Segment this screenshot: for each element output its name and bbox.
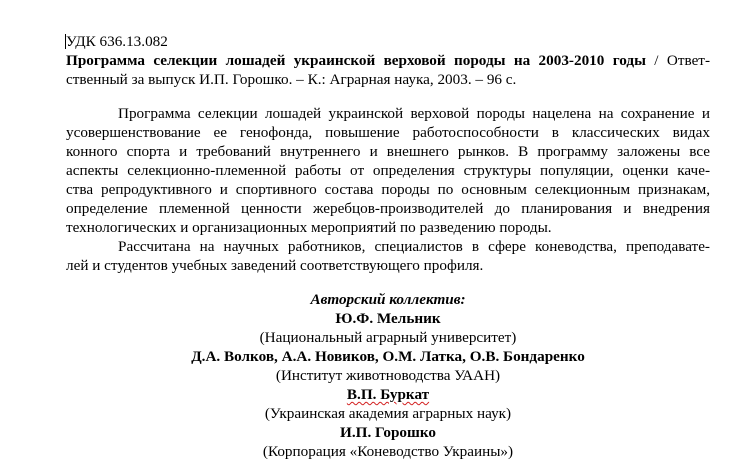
annotation-line: технологических и организационных мероприятий по разведению породы. (66, 219, 552, 236)
author-names: Ю.Ф. Мельник (335, 310, 441, 327)
annotation-line: Программа селекции лошадей украинской верховой породы нацелена на сохранение и (118, 105, 710, 122)
udk-code: УДК 636.13.082 (66, 33, 168, 50)
author-organization: (Корпорация «Коневодство Украины») (262, 443, 514, 460)
annotation-line: аспекты селекционно-племенной работы от определения структуры популяции, оценки каче- (66, 162, 710, 179)
title-rest: / Ответ- (645, 52, 710, 69)
author-organization: (Национальный аграрный университет) (259, 329, 517, 346)
author-names: Д.А. Волков, А.А. Новиков, О.М. Латка, О.В. Бондаренко (191, 348, 585, 365)
annotation-line: конного спорта и требований внутреннего и внешнего рынков. В программу заложены все (66, 143, 710, 160)
authors-heading: Авторский коллектив: (310, 291, 466, 308)
spellcheck-marked-name: В.П. Буркат (346, 386, 430, 403)
authors-block (66, 290, 710, 461)
annotation (66, 104, 710, 275)
annotation-line: усовершенствование ее генофонда, повышение работоспособности в классических видах (66, 124, 710, 141)
annotation-line: определение племенной ценности жеребцов-производителей до планирования и внедрения (66, 200, 710, 217)
annotation-line: ства репродуктивного и спортивного состава породы по основным селекционным признакам, (66, 181, 710, 198)
bibliographic-title (66, 51, 710, 89)
author-names (66, 385, 710, 404)
annotation-line: Рассчитана на научных работников, специалистов в сфере коневодства, преподавате- (118, 238, 710, 255)
author-names: И.П. Горошко (340, 424, 436, 441)
author-organization: (Институт животноводства УААН) (275, 367, 501, 384)
title-bold: Программа селекции лошадей украинской верховой породы на 2003-2010 годы (66, 52, 646, 69)
annotation-line: лей и студентов учебных заведений соответствующего профиля. (66, 257, 484, 274)
author-organization: (Украинская академия аграрных наук) (264, 405, 512, 422)
title-line-1 (66, 51, 710, 70)
title-line-2: ственный за выпуск И.П. Горошко. – К.: Аграрная наука, 2003. – 96 с. (66, 71, 517, 88)
